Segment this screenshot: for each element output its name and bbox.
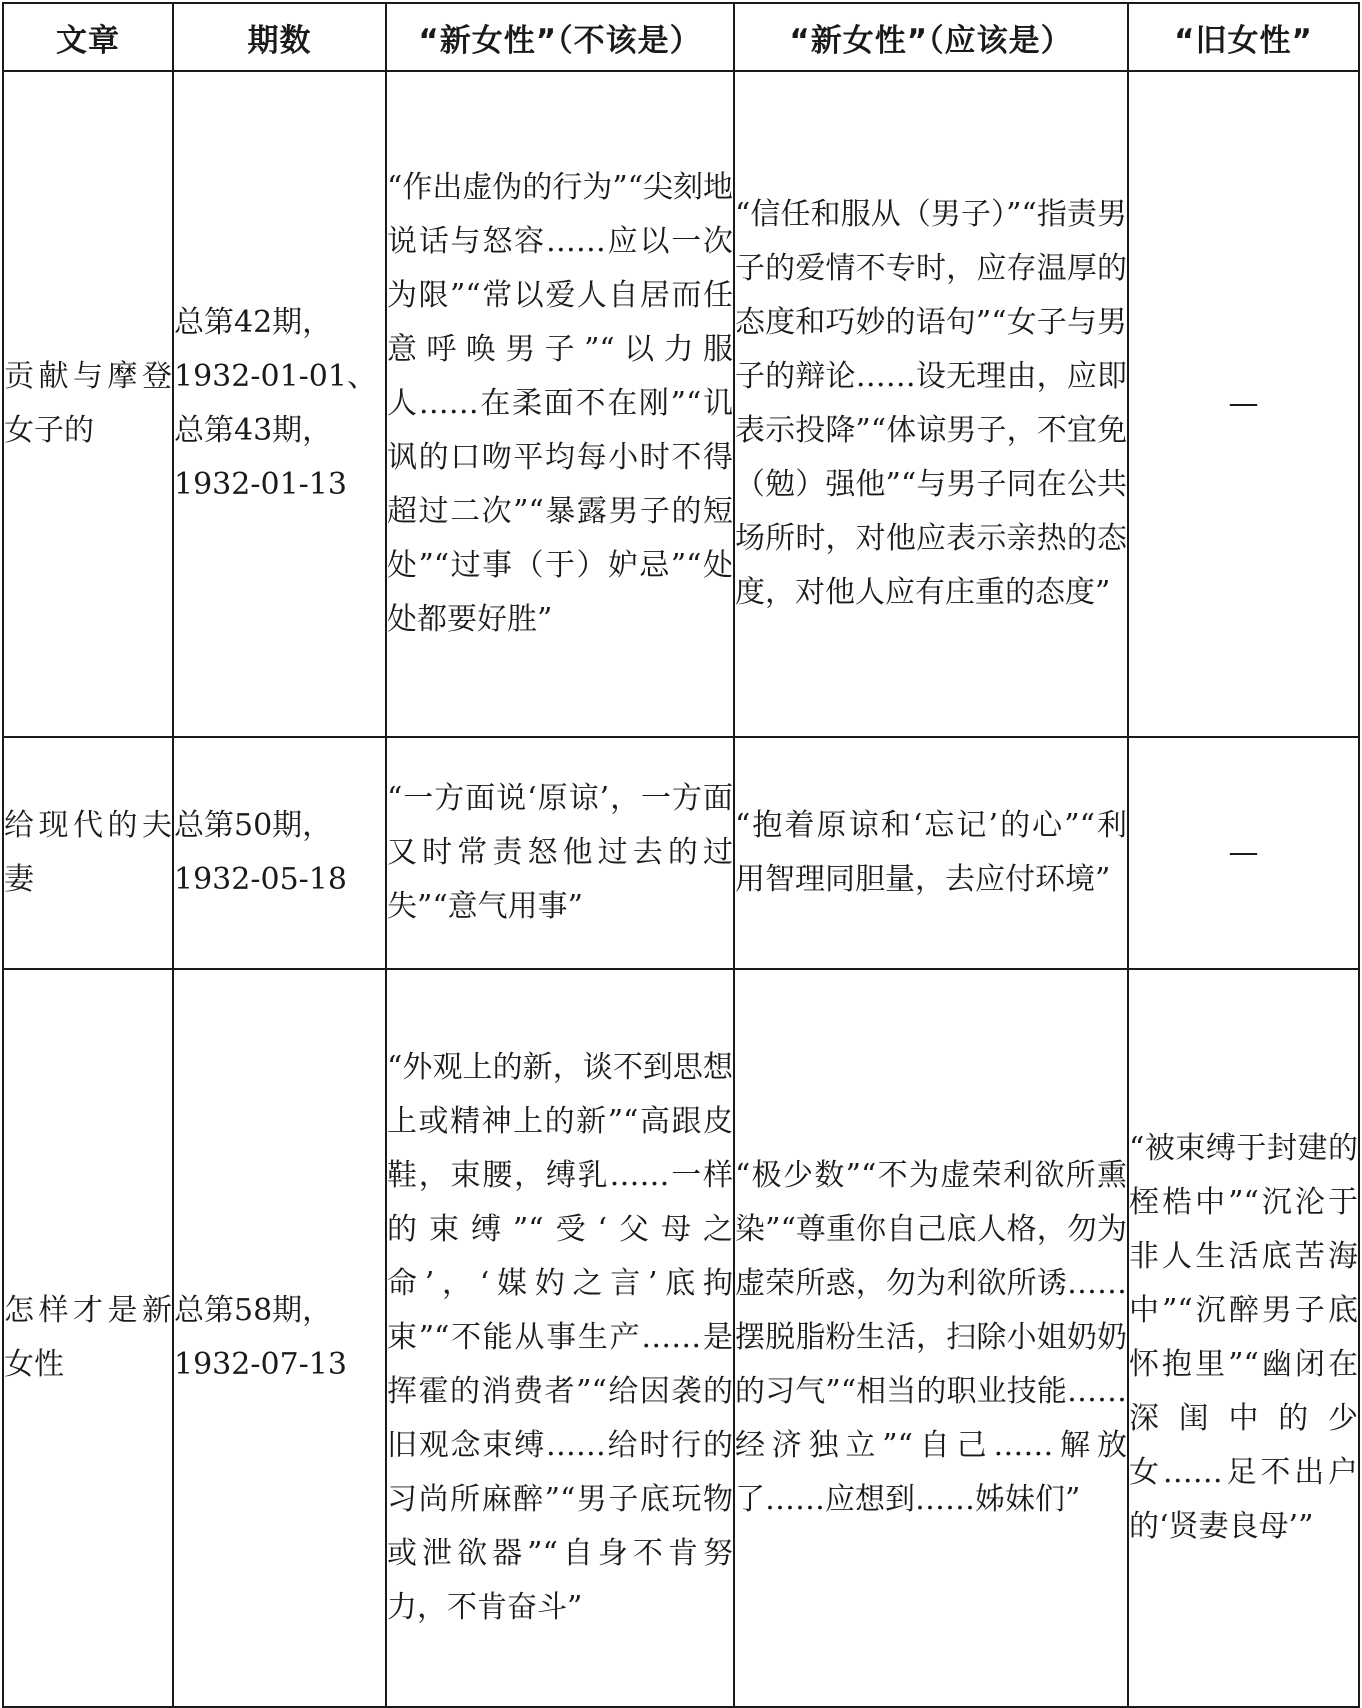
not-should-cell: “作出虚伪的行为”“尖刻地说话与怒容……应以一次为限”“常以爱人自居而任意呼唤男子”“以力服人……在柔面不在刚”“讥讽的口吻平均每小时不得超过二次”“暴露男子的短处”“过事（于）妒忌”“处处都要好胜” <box>386 71 734 737</box>
header-row <box>3 3 1359 71</box>
header-should: “新女性”（应该是） <box>734 3 1128 71</box>
comparison-table <box>2 2 1360 1708</box>
issue-line: 1932-05-18 <box>174 862 347 897</box>
header-issue: 期数 <box>173 3 386 71</box>
header-not-should: “新女性”（不该是） <box>386 3 734 71</box>
article-cell: 怎样才是新女性 <box>3 969 173 1707</box>
header-article: 文章 <box>3 3 173 71</box>
should-cell: “极少数”“不为虚荣利欲所熏染”“尊重你自己底人格，勿为虚荣所惑，勿为利欲所诱……摆脱脂粉生活，扫除小姐奶奶的习气”“相当的职业技能……经济独立”“自己……解放了……应想到……姊妹们” <box>734 969 1128 1707</box>
article-cell: 贡献与摩登女子的 <box>3 71 173 737</box>
old-woman-cell: — <box>1128 737 1359 969</box>
not-should-cell: “一方面说‘原谅’，一方面又时常责怒他过去的过失”“意气用事” <box>386 737 734 969</box>
issue-line: 1932-01-13 <box>174 467 347 502</box>
should-cell: “抱着原谅和‘忘记’的心”“利用智理同胆量，去应付环境” <box>734 737 1128 969</box>
table-row <box>3 71 1359 737</box>
article-cell: 给现代的夫妻 <box>3 737 173 969</box>
issue-cell <box>173 71 386 737</box>
old-woman-cell: “被束缚于封建的桎梏中”“沉沦于非人生活底苦海中”“沉醉男子底怀抱里”“幽闭在深闺中的少女……足不出户的‘贤妻良母’” <box>1128 969 1359 1707</box>
issue-line: 1932-07-13 <box>174 1347 347 1382</box>
not-should-cell: “外观上的新，谈不到思想上或精神上的新”“高跟皮鞋，束腰，缚乳……一样的束缚”“受‘父母之命’，‘媒妁之言’底拘束”“不能从事生产……是挥霍的消费者”“给因袭的旧观念束缚……给时行的习尚所麻醉”“男子底玩物或泄欲器”“自身不肯努力，不肯奋斗” <box>386 969 734 1707</box>
header-old-woman: “旧女性” <box>1128 3 1359 71</box>
issue-cell <box>173 969 386 1707</box>
issue-line: 总第42期， <box>174 305 333 340</box>
table-row <box>3 969 1359 1707</box>
issue-cell <box>173 737 386 969</box>
issue-line: 1932-01-01、 <box>174 359 377 394</box>
table-row <box>3 737 1359 969</box>
issue-line: 总第43期， <box>174 413 333 448</box>
should-cell: “信任和服从（男子）”“指责男子的爱情不专时，应存温厚的态度和巧妙的语句”“女子与男子的辩论……设无理由，应即表示投降”“体谅男子，不宜免（勉）强他”“与男子同在公共场所时，对他应表示亲热的态度，对他人应有庄重的态度” <box>734 71 1128 737</box>
issue-line: 总第50期， <box>174 808 333 843</box>
old-woman-cell: — <box>1128 71 1359 737</box>
issue-line: 总第58期， <box>174 1293 333 1328</box>
